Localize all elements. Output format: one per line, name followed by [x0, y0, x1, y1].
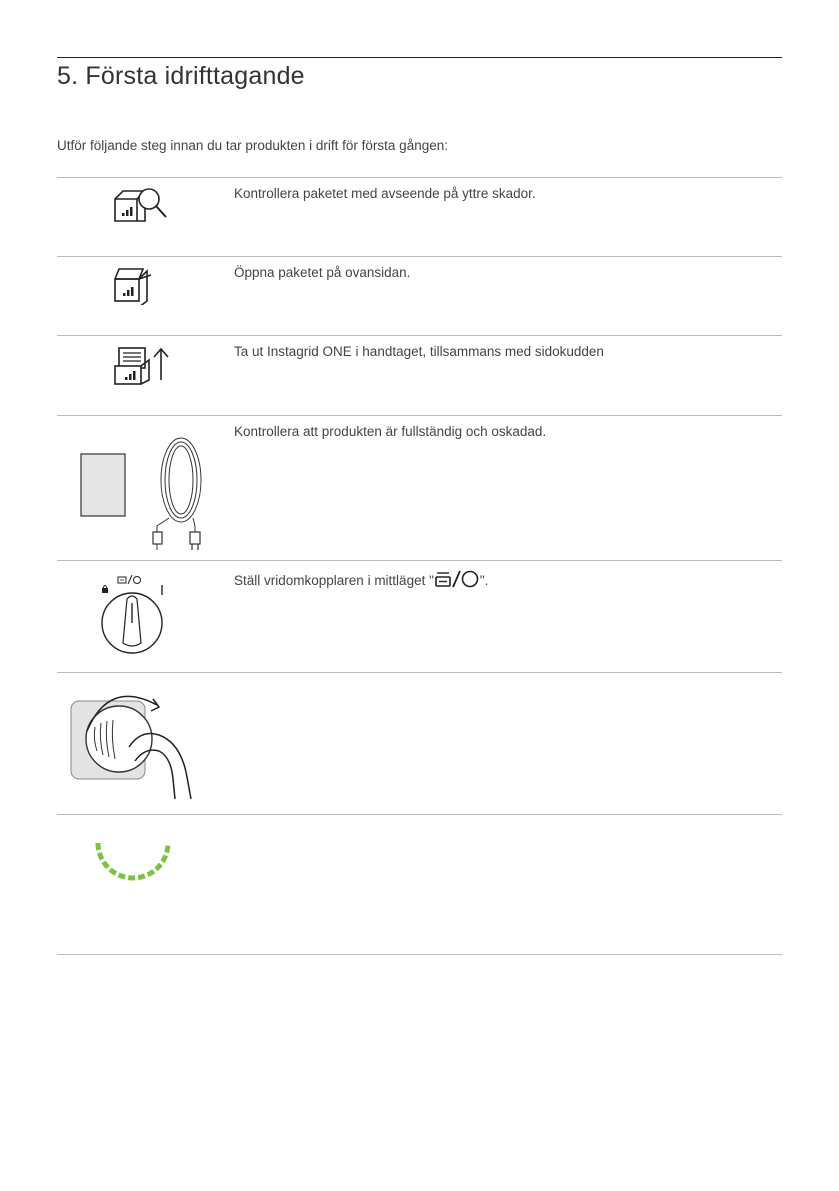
page-title: 5. Första idrifttagande: [57, 62, 305, 90]
step-5: [57, 560, 782, 672]
step-4: [57, 415, 782, 560]
top-rule: [57, 57, 782, 58]
step-6: [57, 672, 782, 814]
plug-rotate-icon: [57, 673, 217, 814]
package-open-icon: [57, 257, 217, 335]
step-2: [57, 256, 782, 335]
step-5-text: [234, 569, 488, 592]
step-2-text: Öppna paketet på ovansidan.: [234, 265, 411, 280]
step-5-text-after: ".: [479, 573, 489, 588]
charge-off-symbol-icon: [434, 569, 480, 592]
step-1: [57, 177, 782, 256]
led-ring-icon: [57, 815, 217, 954]
contents-check-icon: [57, 416, 217, 560]
intro-text: Utför följande steg innan du tar produkten i drift för första gången:: [57, 138, 448, 153]
steps-list: [57, 177, 782, 955]
package-lift-icon: [57, 336, 217, 415]
step-7: [57, 814, 782, 955]
step-4-text: Kontrollera att produkten är fullständig och oskadad.: [234, 424, 547, 439]
step-5-text-before: Ställ vridomkopplaren i mittläget ": [234, 573, 434, 588]
step-3: [57, 335, 782, 415]
step-3-text: Ta ut Instagrid ONE i handtaget, tillsammans med sidokudden: [234, 344, 604, 359]
package-inspect-icon: [57, 178, 217, 256]
step-1-text: Kontrollera paketet med avseende på yttre skador.: [234, 186, 536, 201]
rotary-switch-icon: [57, 561, 217, 672]
